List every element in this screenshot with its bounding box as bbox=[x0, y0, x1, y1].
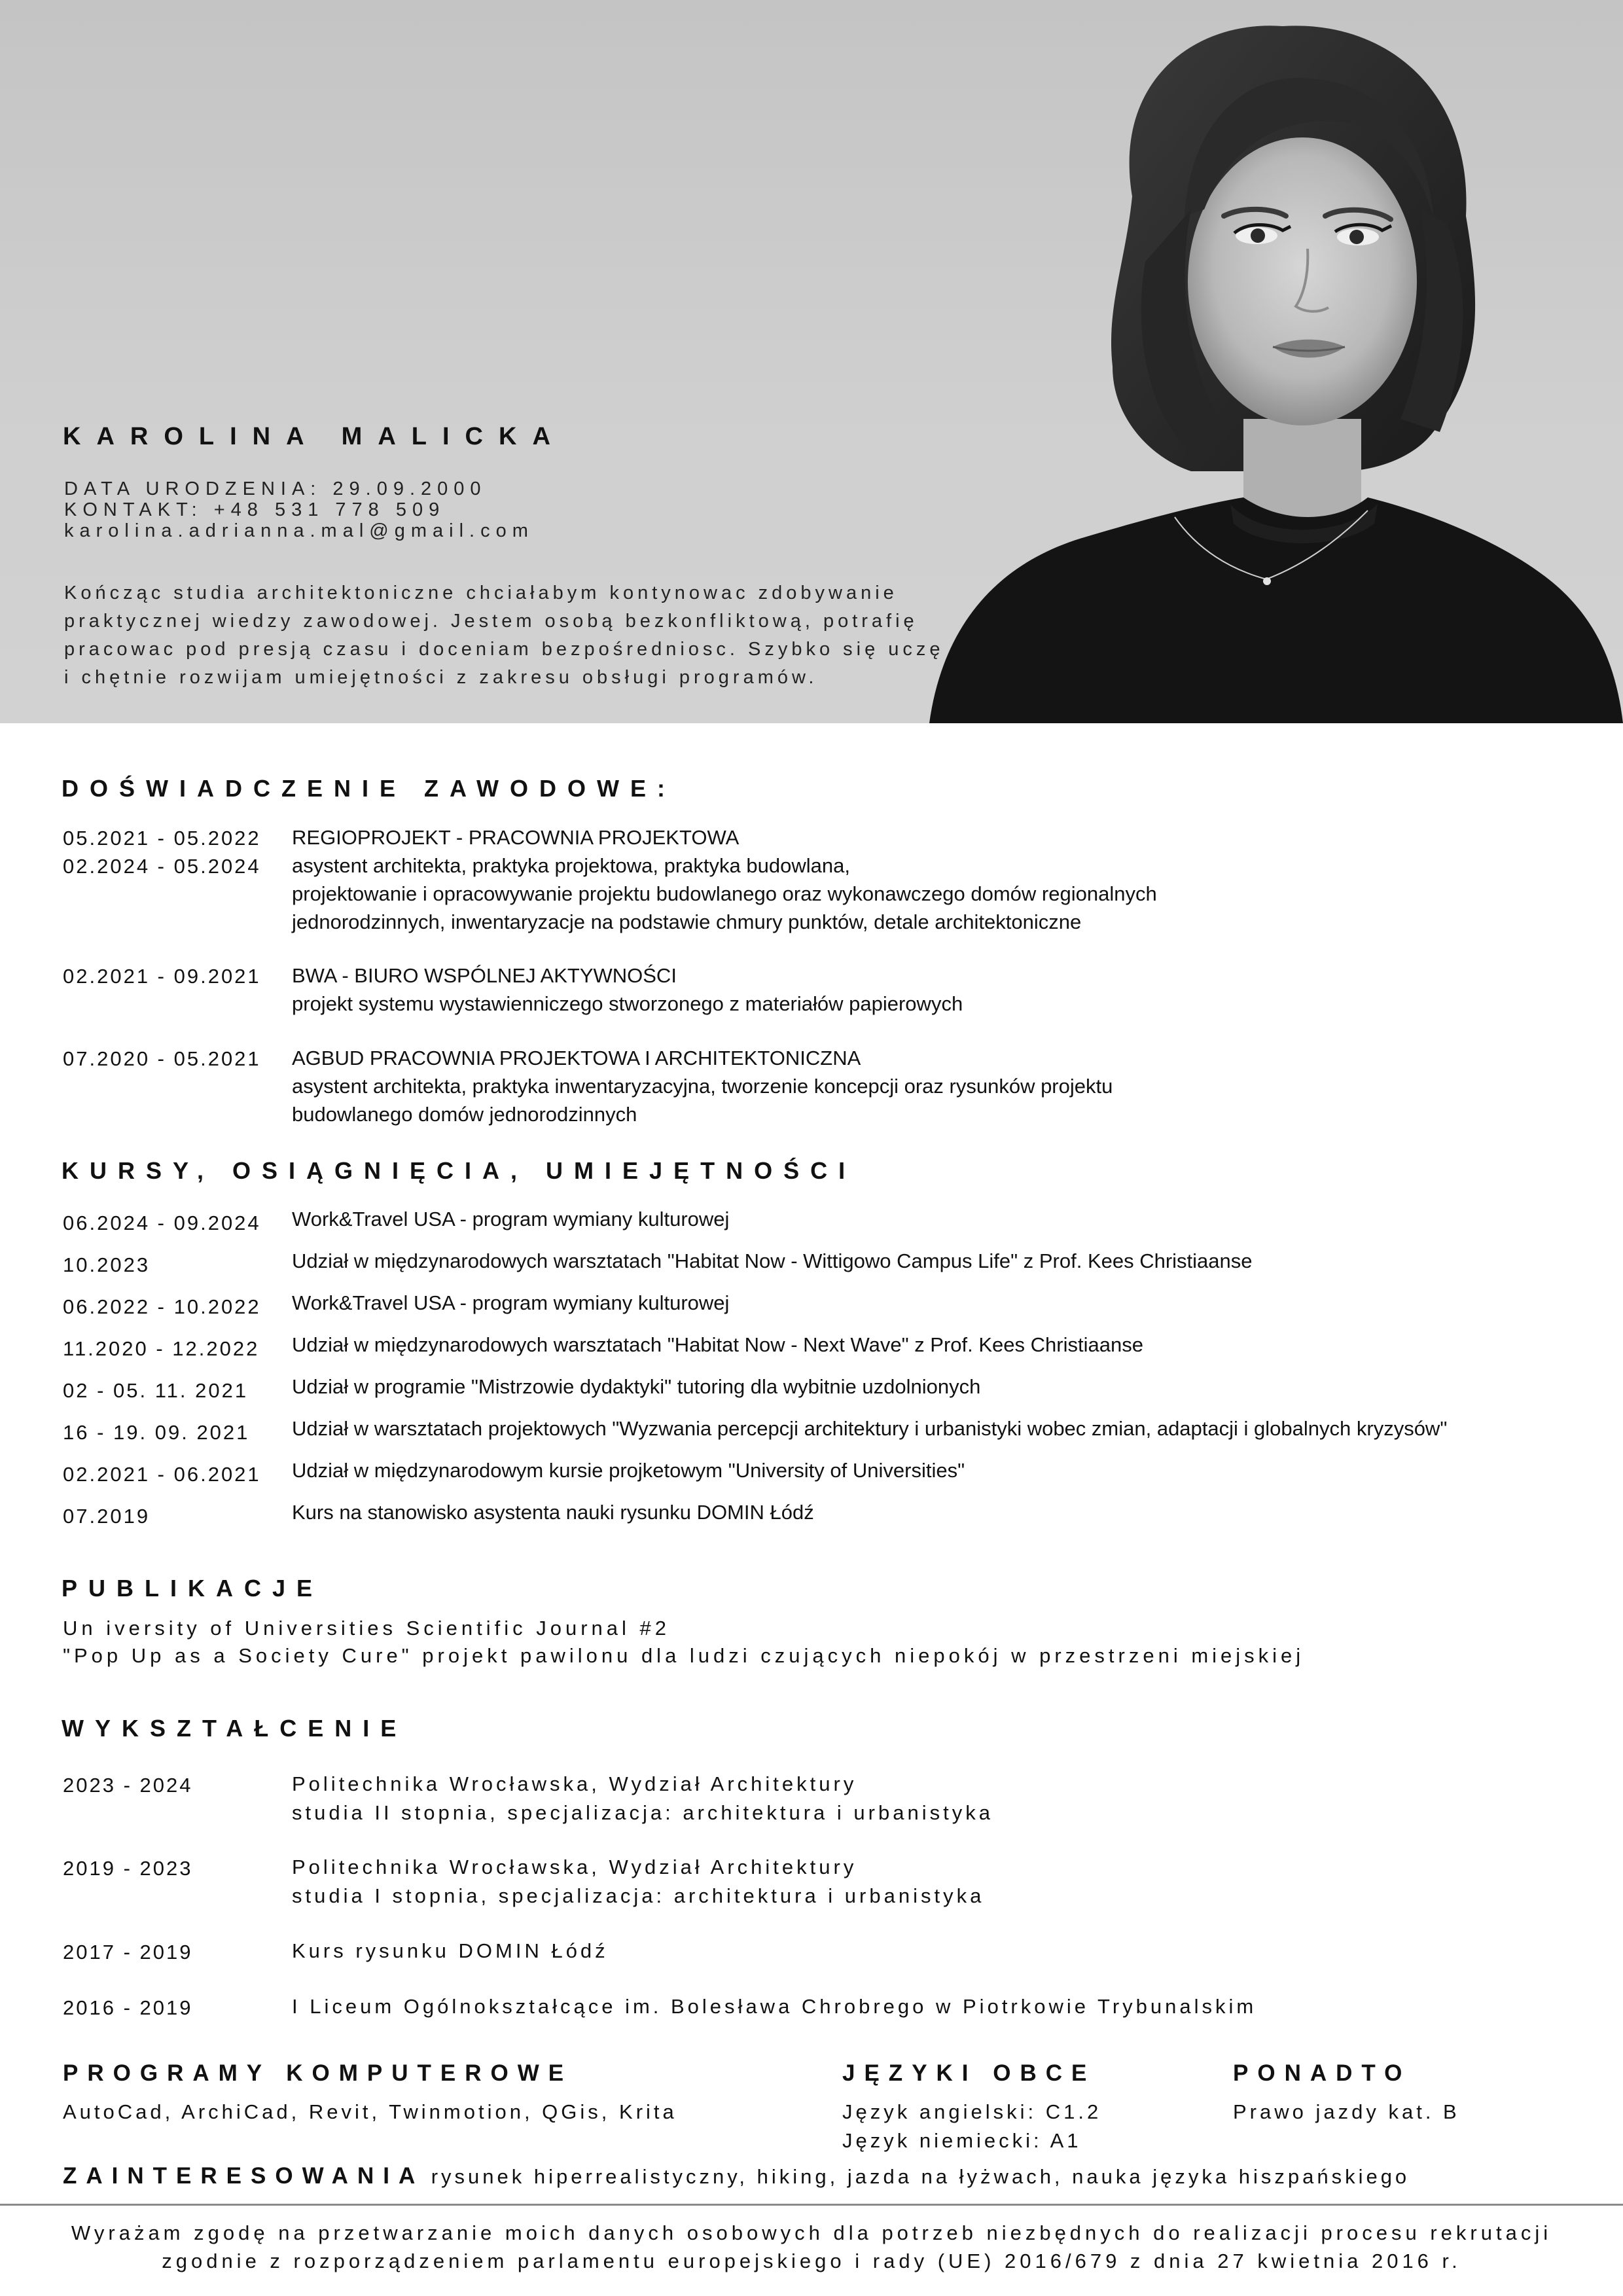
education-line: Politechnika Wrocławska, Wydział Architektury bbox=[292, 1856, 857, 1878]
education-line: I Liceum Ogólnokształcące im. Bolesława Chrobrego w Piotrkowie Trybunalskim bbox=[292, 1995, 1257, 2018]
language-item: Język angielski: C1.2 bbox=[842, 2100, 1102, 2123]
software-title: PROGRAMY KOMPUTEROWE bbox=[63, 2060, 573, 2086]
experience-company: BWA - BIURO WSPÓLNEJ AKTYWNOŚCI bbox=[292, 964, 677, 987]
course-text: Work&Travel USA - program wymiany kulturowej bbox=[292, 1291, 730, 1314]
extra-title: PONADTO bbox=[1233, 2060, 1412, 2086]
education-line: studia I stopnia, specjalizacja: architektura i urbanistyka bbox=[292, 1884, 985, 1907]
education-date: 2016 - 2019 bbox=[63, 1996, 193, 2019]
course-item bbox=[0, 1291, 1623, 1337]
course-date: 16 - 19. 09. 2021 bbox=[63, 1421, 250, 1444]
course-item bbox=[0, 1417, 1623, 1463]
email-contact: karolina.adrianna.mal@gmail.com bbox=[64, 520, 534, 541]
publication-line: "Pop Up as a Society Cure" projekt pawilonu dla ludzi czujących niepokój w przestrzeni miejskiej bbox=[63, 1644, 1305, 1667]
course-date: 11.2020 - 12.2022 bbox=[63, 1337, 260, 1360]
bio-line: praktycznej wiedzy zawodowej. Jestem osobą bezkonfliktową, potrafię bbox=[64, 611, 918, 632]
experience-entry bbox=[292, 823, 1157, 936]
experience-date: 02.2024 - 05.2024 bbox=[63, 855, 261, 878]
education-title: WYKSZTAŁCENIE bbox=[62, 1715, 408, 1742]
interests-title: ZAINTERESOWANIA bbox=[63, 2163, 425, 2189]
education-entry bbox=[292, 1937, 609, 1965]
experience-entry bbox=[292, 961, 963, 1018]
course-date: 02 - 05. 11. 2021 bbox=[63, 1379, 249, 1402]
education-date: 2017 - 2019 bbox=[63, 1941, 193, 1964]
birth-date: DATA URODZENIA: 29.09.2000 bbox=[64, 478, 487, 499]
experience-line: jednorodzinnych, inwentaryzacje na podstawie chmury punktów, detale architektoniczne bbox=[292, 910, 1082, 933]
experience-line: asystent architekta, praktyka inwentaryzacyjna, tworzenie koncepcji oraz rysunków projektu bbox=[292, 1075, 1113, 1098]
courses-title: KURSY, OSIĄGNIĘCIA, UMIEJĘTNOŚCI bbox=[62, 1157, 857, 1184]
experience-line: asystent architekta, praktyka projektowa, praktyka budowlana, bbox=[292, 854, 850, 877]
education-line: studia II stopnia, specjalizacja: architektura i urbanistyka bbox=[292, 1801, 993, 1824]
course-text: Udział w warsztatach projektowych "Wyzwania percepcji architektury i urbanistyki wobec zmian, adaptacji i globalnych kryzysów" bbox=[292, 1417, 1448, 1440]
portrait-photo bbox=[916, 0, 1623, 723]
consent-line: Wyrażam zgodę na przetwarzanie moich danych osobowych dla potrzeb niezbędnych do realizacji procesu rekrutacji bbox=[71, 2221, 1552, 2244]
course-item bbox=[0, 1459, 1623, 1505]
education-line: Kurs rysunku DOMIN Łódź bbox=[292, 1939, 609, 1962]
experience-line: budowlanego domów jednorodzinnych bbox=[292, 1103, 637, 1126]
software-list: AutoCad, ArchiCad, Revit, Twinmotion, QGis, Krita bbox=[63, 2100, 677, 2123]
bio-paragraph bbox=[64, 579, 944, 692]
course-item bbox=[0, 1333, 1623, 1379]
experience-date: 07.2020 - 05.2021 bbox=[63, 1047, 261, 1070]
course-date: 07.2019 bbox=[63, 1505, 151, 1528]
course-item bbox=[0, 1249, 1623, 1295]
publications-title: PUBLIKACJE bbox=[62, 1575, 324, 1602]
course-text: Udział w międzynarodowym kursie projketowym "University of Universities" bbox=[292, 1459, 965, 1482]
course-date: 06.2022 - 10.2022 bbox=[63, 1295, 261, 1318]
header-banner bbox=[0, 0, 1623, 723]
course-text: Kurs na stanowisko asystenta nauki rysunku DOMIN Łódź bbox=[292, 1501, 814, 1524]
experience-line: projekt systemu wystawienniczego stworzonego z materiałów papierowych bbox=[292, 992, 963, 1015]
course-date: 02.2021 - 06.2021 bbox=[63, 1463, 261, 1486]
language-item: Język niemiecki: A1 bbox=[842, 2129, 1082, 2152]
phone-contact: KONTAKT: +48 531 778 509 bbox=[64, 499, 446, 520]
course-text: Udział w programie "Mistrzowie dydaktyki" tutoring dla wybitnie uzdolnionych bbox=[292, 1375, 981, 1398]
course-text: Work&Travel USA - program wymiany kulturowej bbox=[292, 1208, 730, 1230]
education-entry bbox=[292, 1770, 993, 1827]
languages-list bbox=[842, 2098, 1101, 2155]
publication-line: Un iversity of Universities Scientific Journal #2 bbox=[63, 1617, 671, 1640]
languages-title: JĘZYKI OBCE bbox=[842, 2060, 1096, 2086]
education-date: 2019 - 2023 bbox=[63, 1857, 193, 1880]
education-line: Politechnika Wrocławska, Wydział Architektury bbox=[292, 1772, 857, 1795]
education-entry bbox=[292, 1992, 1257, 2021]
education-entry bbox=[292, 1853, 984, 1910]
experience-company: REGIOPROJEKT - PRACOWNIA PROJEKTOWA bbox=[292, 826, 740, 849]
course-text: Udział w międzynarodowych warsztatach "Habitat Now - Next Wave" z Prof. Kees Christiaanse bbox=[292, 1333, 1143, 1356]
experience-entry bbox=[292, 1044, 1113, 1128]
experience-company: AGBUD PRACOWNIA PROJEKTOWA I ARCHITEKTONICZNA bbox=[292, 1047, 861, 1069]
consent-clause bbox=[0, 2219, 1623, 2275]
candidate-name: KAROLINA MALICKA bbox=[63, 423, 566, 450]
experience-line: projektowanie i opracowywanie projektu budowlanego oraz wykonawczego domów regionalnych bbox=[292, 882, 1157, 905]
consent-line: zgodnie z rozporządzeniem parlamentu europejskiego i rady (UE) 2016/679 z dnia 27 kwietnia 2016 r. bbox=[162, 2250, 1461, 2272]
course-date: 10.2023 bbox=[63, 1253, 151, 1276]
experience-date: 05.2021 - 05.2022 bbox=[63, 827, 261, 850]
course-date: 06.2024 - 09.2024 bbox=[63, 1211, 261, 1234]
course-text: Udział w międzynarodowych warsztatach "Habitat Now - Wittigowo Campus Life" z Prof. Kees Christiaanse bbox=[292, 1249, 1253, 1272]
footer-divider bbox=[0, 2204, 1623, 2206]
extra-text: Prawo jazdy kat. B bbox=[1233, 2100, 1460, 2123]
experience-date: 02.2021 - 09.2021 bbox=[63, 965, 261, 988]
bio-line: Kończąc studia architektoniczne chciałabym kontynowac zdobywanie bbox=[64, 583, 898, 603]
interests-row bbox=[63, 2163, 1410, 2189]
bio-line: pracowac pod presją czasu i doceniam bezpośrednioѕc. Szybko się uczę bbox=[64, 639, 944, 660]
course-item bbox=[0, 1375, 1623, 1421]
course-item bbox=[0, 1208, 1623, 1253]
course-item bbox=[0, 1501, 1623, 1547]
bio-line: i chętnie rozwijam umiejętności z zakresu obsługi programów. bbox=[64, 667, 818, 688]
interests-text: rysunek hiperrealistyczny, hiking, jazda na łyżwach, nauka języka hiszpańskiego bbox=[431, 2165, 1410, 2188]
education-date: 2023 - 2024 bbox=[63, 1774, 193, 1797]
experience-title: DOŚWIADCZENIE ZAWODOWE: bbox=[62, 775, 676, 802]
